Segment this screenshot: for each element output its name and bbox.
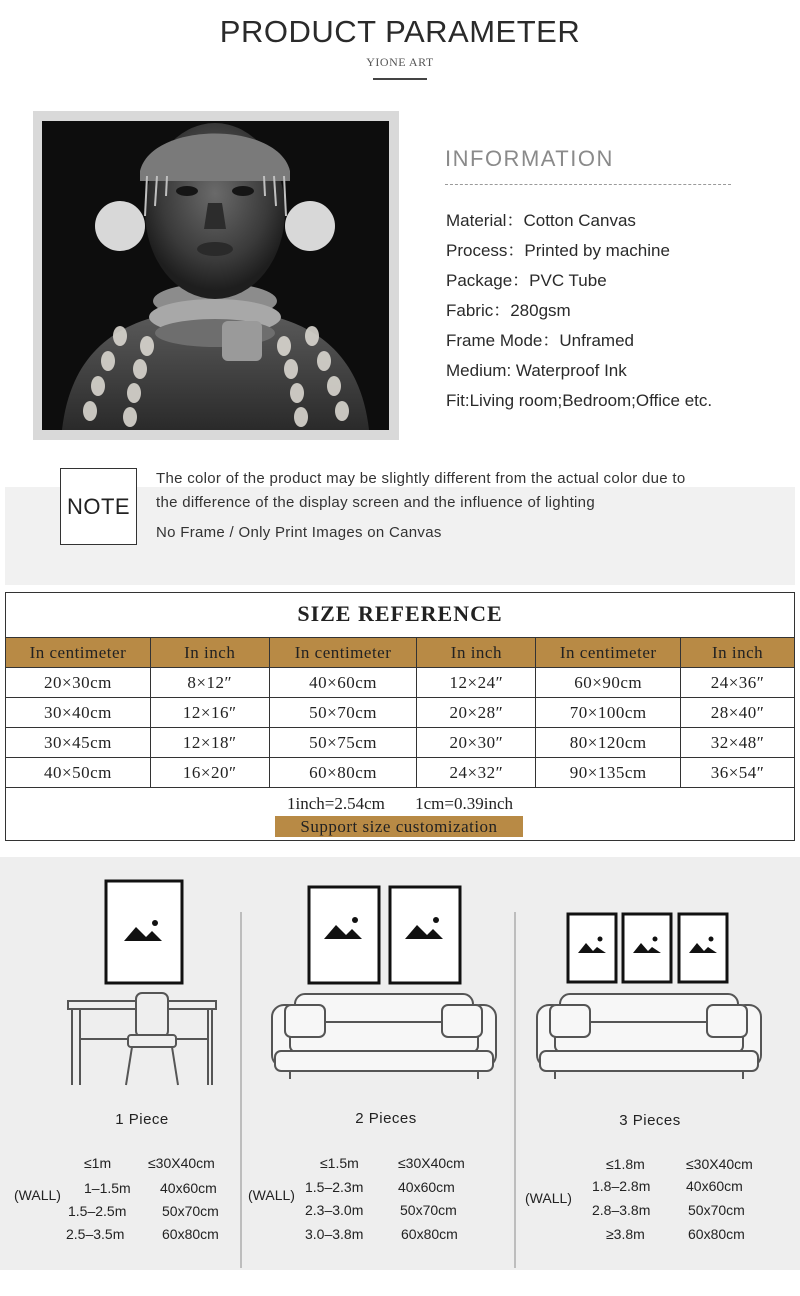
- header-inch-1: In inch: [150, 638, 269, 668]
- frame-size: 40x60cm: [160, 1180, 217, 1196]
- note-text-line-3: No Frame / Only Print Images on Canvas: [156, 524, 442, 541]
- header-cm-3: In centimeter: [536, 638, 681, 668]
- table-cell: 12×18″: [150, 728, 269, 758]
- wall-width: 2.3–3.0m: [305, 1202, 364, 1218]
- info-medium: Medium: Waterproof Ink: [446, 361, 627, 380]
- conversion-cm: 1cm=0.39inch: [415, 794, 513, 813]
- table-cell: 50×75cm: [269, 728, 417, 758]
- table-cell: 36×54″: [681, 758, 795, 788]
- conversion-inch: 1inch=2.54cm: [287, 794, 385, 813]
- table-cell: 70×100cm: [536, 698, 681, 728]
- wall-width: 1–1.5m: [84, 1180, 131, 1196]
- frame-size: 60x80cm: [401, 1226, 458, 1242]
- table-cell: 50×70cm: [269, 698, 417, 728]
- size-table-header-row: [6, 638, 795, 668]
- table-cell: 12×24″: [417, 668, 536, 698]
- table-cell: 12×16″: [150, 698, 269, 728]
- size-reference-title: SIZE REFERENCE: [297, 601, 503, 626]
- table-row: [6, 698, 795, 728]
- wall-width: ≤1m: [84, 1155, 112, 1171]
- table-row: [6, 668, 795, 698]
- header-cm-2: In centimeter: [269, 638, 417, 668]
- wall-width: ≤1.5m: [320, 1155, 359, 1171]
- information-divider: [445, 184, 731, 185]
- info-fit: Fit:Living room;Bedroom;Office etc.: [446, 391, 713, 410]
- title-divider: [373, 78, 427, 80]
- support-customization-badge: Support size customization: [275, 816, 523, 837]
- info-process: Process：Printed by machine: [446, 241, 670, 260]
- table-cell: 80×120cm: [536, 728, 681, 758]
- wall-label: (WALL): [14, 1187, 61, 1203]
- product-image: [42, 121, 389, 430]
- placement-label-3: 3 Pieces: [619, 1112, 681, 1129]
- wall-width: 2.8–3.8m: [592, 1202, 651, 1218]
- double-frame-icon: [309, 887, 460, 983]
- table-cell: 90×135cm: [536, 758, 681, 788]
- frame-size: ≤30X40cm: [148, 1155, 215, 1171]
- wall-label: (WALL): [525, 1190, 572, 1206]
- frame-size: ≤30X40cm: [686, 1156, 753, 1172]
- chair-icon: [126, 993, 178, 1085]
- unit-conversion: [5, 794, 795, 814]
- frame-size: 40x60cm: [398, 1179, 455, 1195]
- table-cell: 30×45cm: [6, 728, 151, 758]
- table-cell: 40×50cm: [6, 758, 151, 788]
- sofa-icon: [272, 994, 496, 1079]
- brand-subtitle: YIONE ART: [366, 55, 434, 69]
- frame-size: 50x70cm: [162, 1203, 219, 1219]
- information-heading: INFORMATION: [445, 146, 614, 171]
- table-cell: 24×32″: [417, 758, 536, 788]
- header-cm-1: In centimeter: [6, 638, 151, 668]
- table-cell: 24×36″: [681, 668, 795, 698]
- table-cell: 60×80cm: [269, 758, 417, 788]
- note-text-line-2: the difference of the display screen and the influence of lighting: [156, 494, 595, 511]
- wall-width: 2.5–3.5m: [66, 1226, 125, 1242]
- table-cell: 20×30″: [417, 728, 536, 758]
- note-label: NOTE: [60, 468, 137, 545]
- note-text-line-1: The color of the product may be slightly different from the actual color due to: [156, 470, 686, 487]
- frame-size: 40x60cm: [686, 1178, 743, 1194]
- info-package: Package：PVC Tube: [446, 271, 607, 290]
- single-frame-icon: [106, 881, 182, 983]
- frame-size: 60x80cm: [688, 1226, 745, 1242]
- table-cell: 30×40cm: [6, 698, 151, 728]
- page-title: PRODUCT PARAMETER: [219, 14, 581, 49]
- wall-width: 1.5–2.5m: [68, 1203, 127, 1219]
- table-row: [6, 758, 795, 788]
- header-inch-3: In inch: [681, 638, 795, 668]
- portrait-artwork: [42, 121, 389, 430]
- frame-size: 50x70cm: [400, 1202, 457, 1218]
- placement-label-1: 1 Piece: [115, 1111, 169, 1128]
- placement-label-2: 2 Pieces: [355, 1110, 417, 1127]
- table-cell: 40×60cm: [269, 668, 417, 698]
- frame-size: 60x80cm: [162, 1226, 219, 1242]
- wall-width: 3.0–3.8m: [305, 1226, 364, 1242]
- info-material: Material：Cotton Canvas: [446, 211, 636, 230]
- table-cell: 20×28″: [417, 698, 536, 728]
- table-row: [6, 728, 795, 758]
- info-frame-mode: Frame Mode：Unframed: [446, 331, 635, 350]
- table-cell: 16×20″: [150, 758, 269, 788]
- header-inch-2: In inch: [417, 638, 536, 668]
- wall-width: ≥3.8m: [606, 1226, 645, 1242]
- wall-width: 1.8–2.8m: [592, 1178, 651, 1194]
- table-cell: 20×30cm: [6, 668, 151, 698]
- triple-frame-icon: [568, 914, 727, 982]
- size-table: [5, 637, 795, 788]
- wall-width: ≤1.8m: [606, 1156, 645, 1172]
- wall-width: 1.5–2.3m: [305, 1179, 364, 1195]
- table-cell: 32×48″: [681, 728, 795, 758]
- frame-size: ≤30X40cm: [398, 1155, 465, 1171]
- table-cell: 60×90cm: [536, 668, 681, 698]
- sofa-icon: [537, 994, 761, 1079]
- frame-size: 50x70cm: [688, 1202, 745, 1218]
- wall-label: (WALL): [248, 1187, 295, 1203]
- table-cell: 28×40″: [681, 698, 795, 728]
- table-cell: 8×12″: [150, 668, 269, 698]
- information-list: [446, 206, 712, 416]
- info-fabric: Fabric：280gsm: [446, 301, 571, 320]
